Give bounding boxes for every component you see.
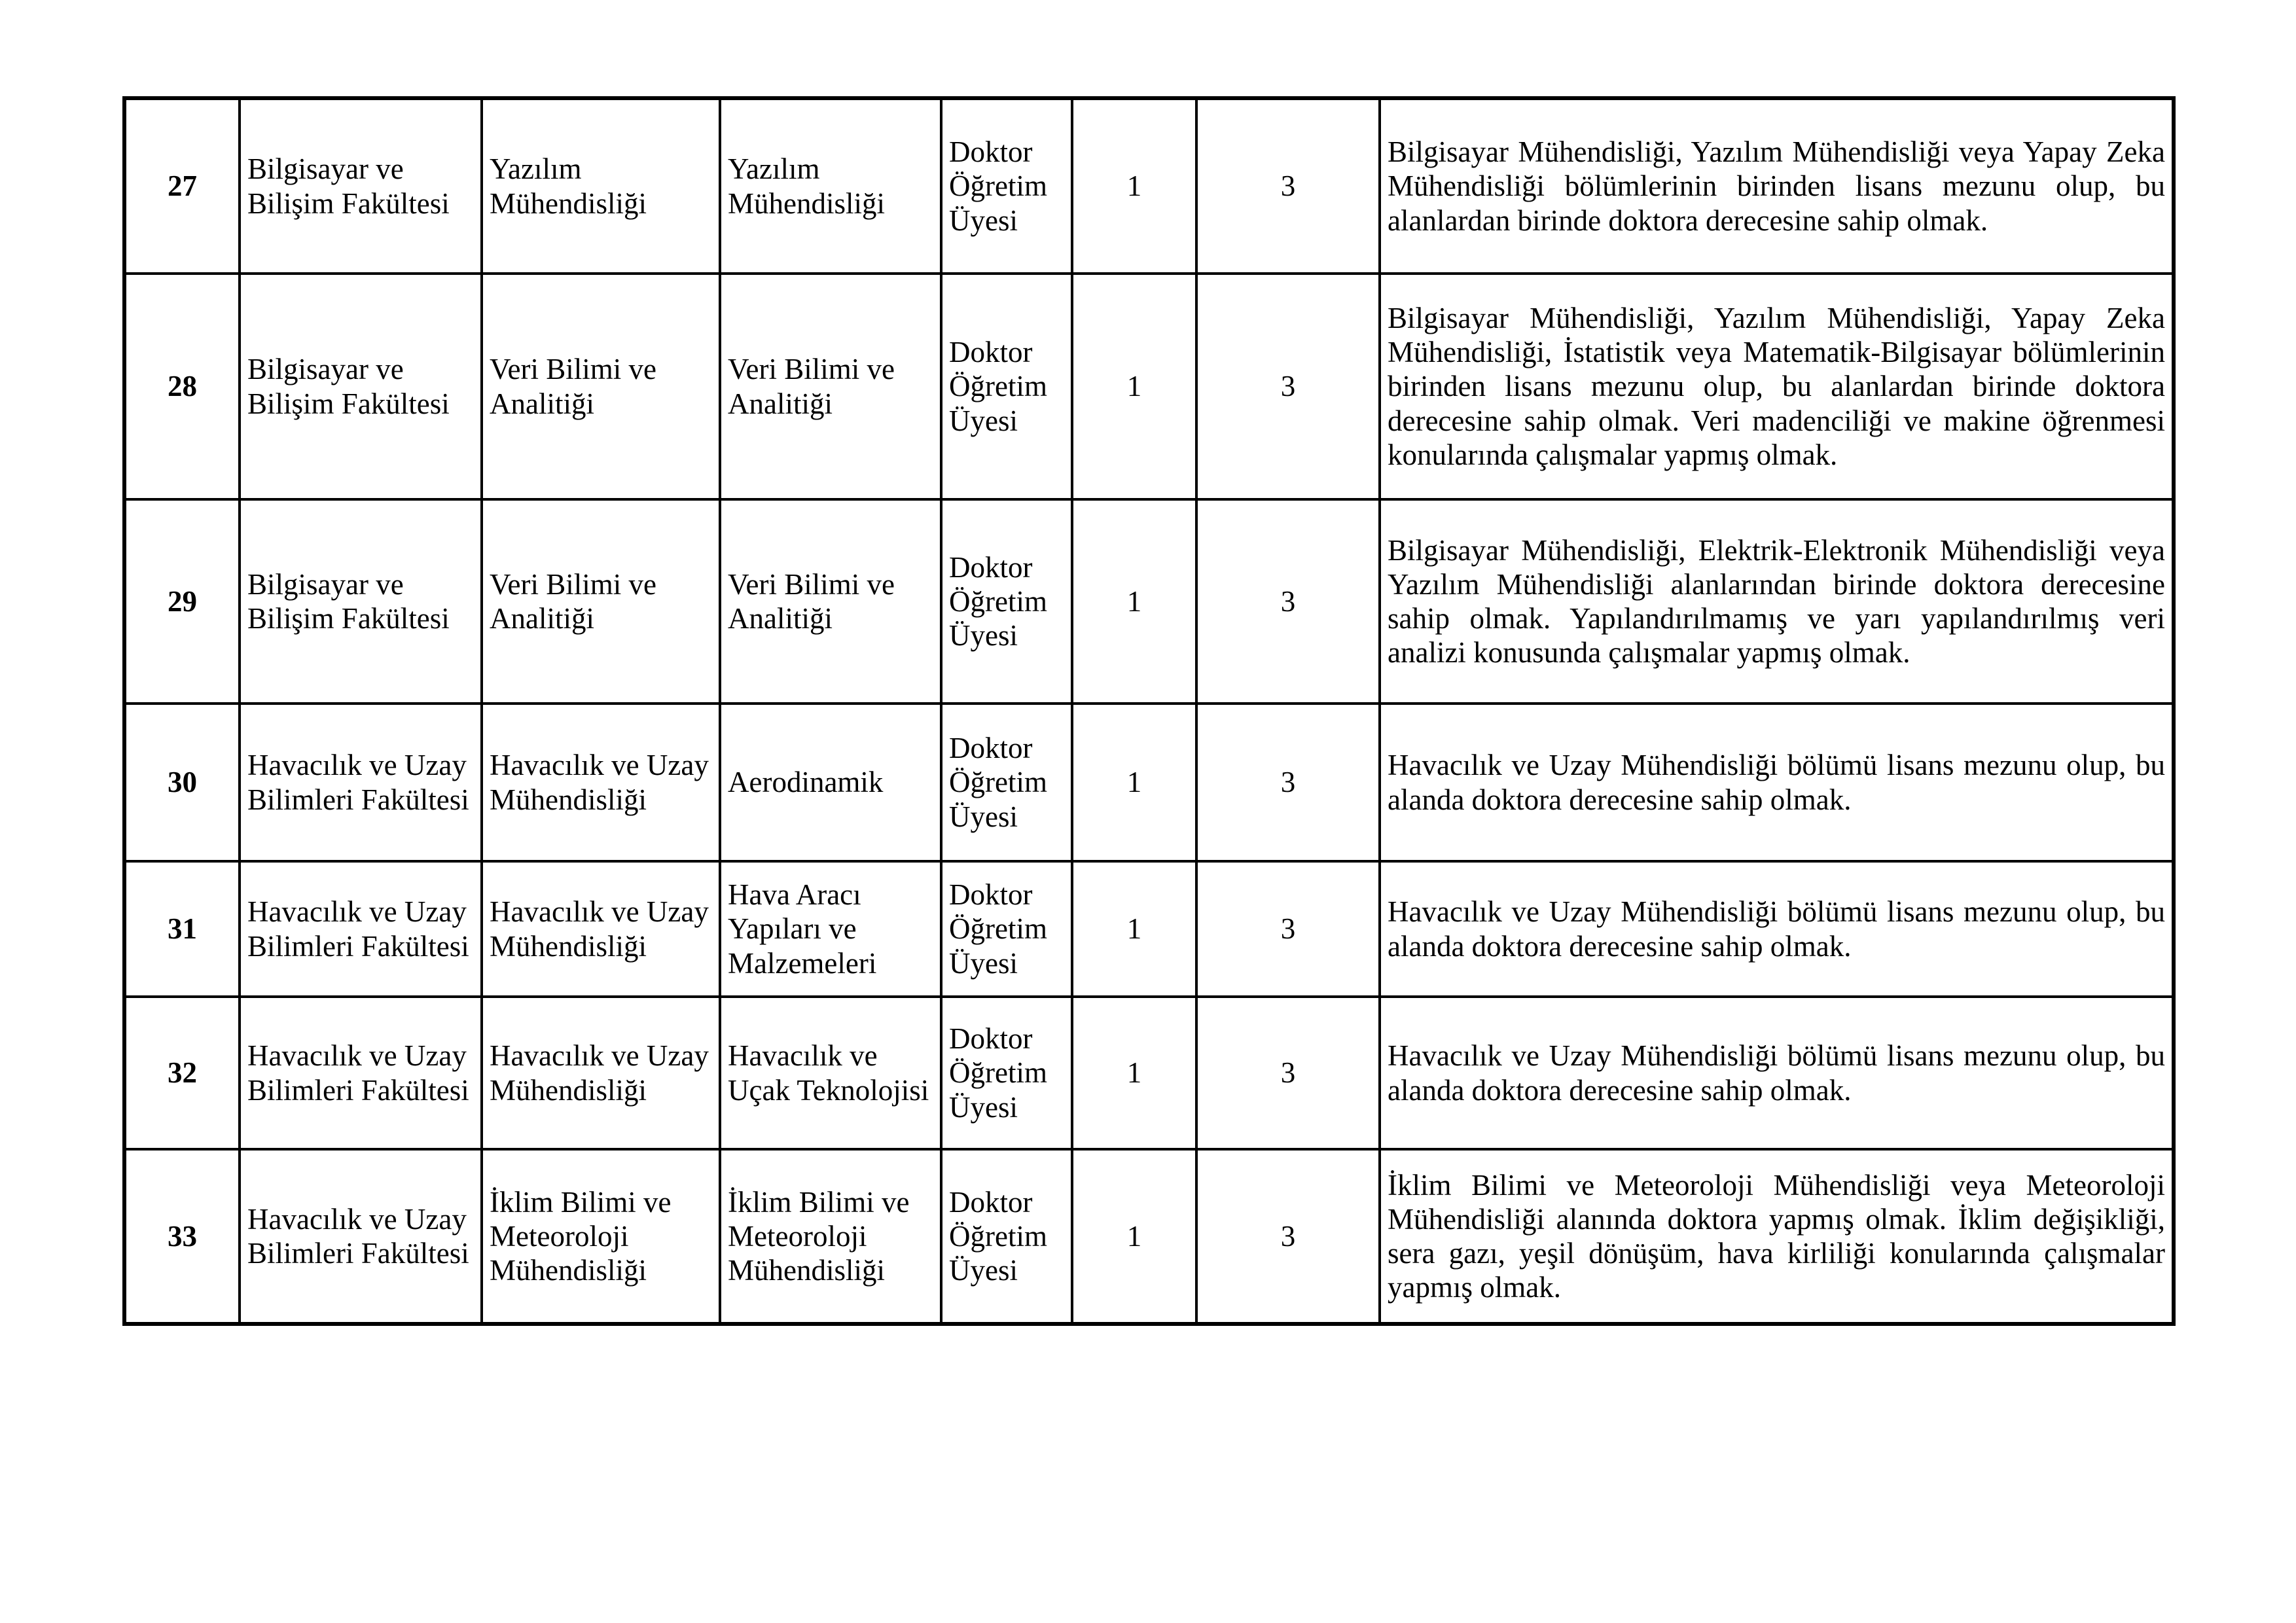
count-cell: 1 (1072, 861, 1196, 997)
field-cell: Havacılık ve Uçak Teknolojisi (720, 997, 941, 1149)
row-number-cell: 27 (124, 98, 240, 274)
degree-cell: 3 (1196, 704, 1380, 861)
count-cell: 1 (1072, 98, 1196, 274)
row-number-cell: 29 (124, 499, 240, 704)
department-cell: Havacılık ve Uzay Mühendisliği (482, 861, 720, 997)
department-cell: Veri Bilimi ve Analitiği (482, 274, 720, 499)
row-number-cell: 28 (124, 274, 240, 499)
field-cell: Aerodinamik (720, 704, 941, 861)
degree-cell: 3 (1196, 1149, 1380, 1324)
table-row (124, 704, 2174, 861)
department-cell: Havacılık ve Uzay Mühendisliği (482, 704, 720, 861)
degree-cell: 3 (1196, 274, 1380, 499)
row-number-cell: 32 (124, 997, 240, 1149)
vacancy-table (122, 96, 2176, 1326)
row-number-cell: 30 (124, 704, 240, 861)
degree-cell: 3 (1196, 861, 1380, 997)
faculty-cell: Havacılık ve Uzay Bilimleri Fakültesi (240, 704, 482, 861)
title-cell: Doktor Öğretim Üyesi (941, 997, 1072, 1149)
requirements-cell: Bilgisayar Mühendisliği, Yazılım Mühendisliği, Yapay Zeka Mühendisliği, İstatistik veya Matematik-Bilgisayar bölümlerinin birinden lisans mezunu olup, bu alanlardan birinde doktora derecesine sahip olmak. Veri madenciliği ve makine öğrenmesi konularında çalışmalar yapmış olmak. (1380, 274, 2174, 499)
table-row (124, 499, 2174, 704)
field-cell: İklim Bilimi ve Meteoroloji Mühendisliği (720, 1149, 941, 1324)
department-cell: Havacılık ve Uzay Mühendisliği (482, 997, 720, 1149)
row-number-cell: 33 (124, 1149, 240, 1324)
field-cell: Veri Bilimi ve Analitiği (720, 274, 941, 499)
title-cell: Doktor Öğretim Üyesi (941, 1149, 1072, 1324)
requirements-cell: Bilgisayar Mühendisliği, Yazılım Mühendisliği veya Yapay Zeka Mühendisliği bölümlerinin birinden lisans mezunu olup, bu alanlardan birinde doktora derecesine sahip olmak. (1380, 98, 2174, 274)
department-cell: Veri Bilimi ve Analitiği (482, 499, 720, 704)
table-row (124, 274, 2174, 499)
table-row (124, 1149, 2174, 1324)
count-cell: 1 (1072, 704, 1196, 861)
degree-cell: 3 (1196, 499, 1380, 704)
field-cell: Hava Aracı Yapıları ve Malzemeleri (720, 861, 941, 997)
field-cell: Yazılım Mühendisliği (720, 98, 941, 274)
title-cell: Doktor Öğretim Üyesi (941, 499, 1072, 704)
count-cell: 1 (1072, 274, 1196, 499)
faculty-cell: Havacılık ve Uzay Bilimleri Fakültesi (240, 997, 482, 1149)
requirements-cell: Havacılık ve Uzay Mühendisliği bölümü lisans mezunu olup, bu alanda doktora derecesine sahip olmak. (1380, 861, 2174, 997)
field-cell: Veri Bilimi ve Analitiği (720, 499, 941, 704)
table-row (124, 997, 2174, 1149)
requirements-cell: Havacılık ve Uzay Mühendisliği bölümü lisans mezunu olup, bu alanda doktora derecesine sahip olmak. (1380, 997, 2174, 1149)
faculty-cell: Bilgisayar ve Bilişim Fakültesi (240, 499, 482, 704)
count-cell: 1 (1072, 997, 1196, 1149)
row-number-cell: 31 (124, 861, 240, 997)
faculty-cell: Bilgisayar ve Bilişim Fakültesi (240, 98, 482, 274)
table-row (124, 861, 2174, 997)
department-cell: İklim Bilimi ve Meteoroloji Mühendisliği (482, 1149, 720, 1324)
faculty-cell: Havacılık ve Uzay Bilimleri Fakültesi (240, 861, 482, 997)
count-cell: 1 (1072, 499, 1196, 704)
requirements-cell: İklim Bilimi ve Meteoroloji Mühendisliği veya Meteoroloji Mühendisliği alanında doktora yapmış olmak. İklim değişikliği, sera gazı, yeşil dönüşüm, hava kirliliği konularında çalışmalar yapmış olmak. (1380, 1149, 2174, 1324)
requirements-cell: Bilgisayar Mühendisliği, Elektrik-Elektronik Mühendisliği veya Yazılım Mühendisliği alanlarından birinde doktora derecesine sahip olmak. Yapılandırılmamış ve yarı yapılandırılmış veri analizi konusunda çalışmalar yapmış olmak. (1380, 499, 2174, 704)
faculty-cell: Bilgisayar ve Bilişim Fakültesi (240, 274, 482, 499)
title-cell: Doktor Öğretim Üyesi (941, 861, 1072, 997)
count-cell: 1 (1072, 1149, 1196, 1324)
title-cell: Doktor Öğretim Üyesi (941, 704, 1072, 861)
degree-cell: 3 (1196, 997, 1380, 1149)
department-cell: Yazılım Mühendisliği (482, 98, 720, 274)
faculty-cell: Havacılık ve Uzay Bilimleri Fakültesi (240, 1149, 482, 1324)
requirements-cell: Havacılık ve Uzay Mühendisliği bölümü lisans mezunu olup, bu alanda doktora derecesine sahip olmak. (1380, 704, 2174, 861)
degree-cell: 3 (1196, 98, 1380, 274)
title-cell: Doktor Öğretim Üyesi (941, 274, 1072, 499)
table-row (124, 98, 2174, 274)
title-cell: Doktor Öğretim Üyesi (941, 98, 1072, 274)
